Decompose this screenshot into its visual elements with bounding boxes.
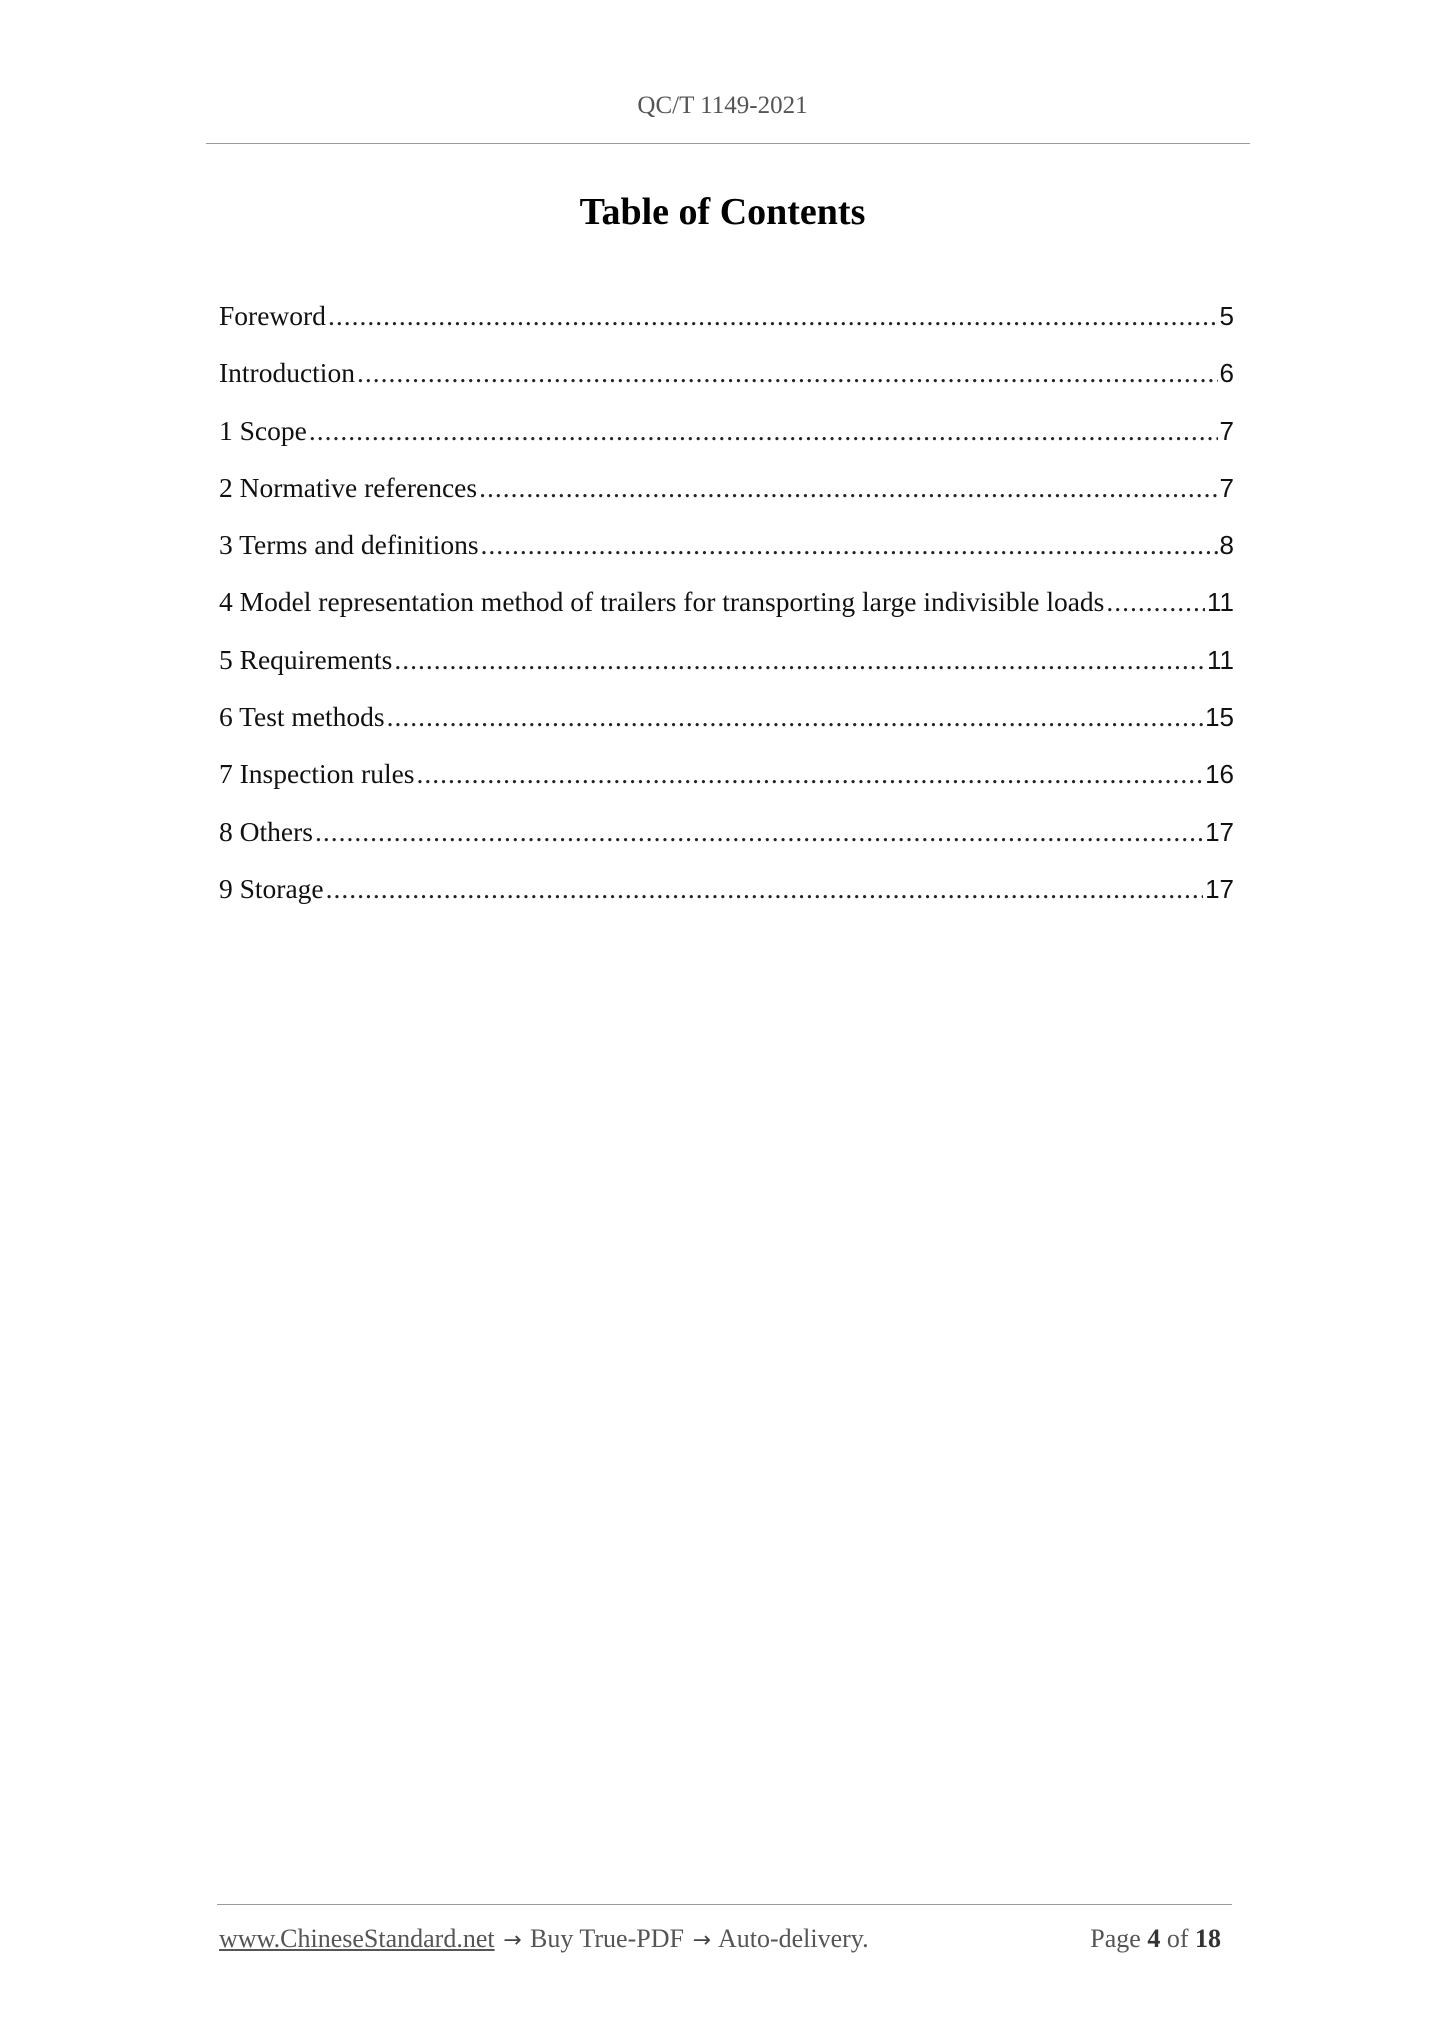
page-word: Page [1090, 1924, 1141, 1953]
toc-entry-label: Introduction [219, 357, 355, 389]
dot-leader [481, 529, 1218, 561]
toc-entry-foreword[interactable] [219, 300, 1234, 357]
dot-leader [326, 873, 1203, 905]
toc-entry-page: 7 [1219, 472, 1234, 503]
dot-leader [479, 472, 1217, 504]
current-page-number: 4 [1147, 1924, 1161, 1953]
of-word: of [1166, 1924, 1189, 1953]
dot-leader [357, 357, 1218, 389]
dot-leader [1106, 586, 1205, 618]
toc-entry-scope[interactable] [219, 415, 1234, 472]
toc-entry-page: 6 [1219, 358, 1234, 389]
toc-entry-introduction[interactable] [219, 357, 1234, 414]
site-link[interactable]: www.ChineseStandard.net [219, 1924, 495, 1953]
toc-entry-page: 17 [1205, 816, 1234, 847]
dot-leader [387, 701, 1203, 733]
footer-divider [217, 1904, 1232, 1905]
toc-list [219, 300, 1234, 930]
toc-entry-label: 4 Model representation method of trailers for transporting large indivisible loads [219, 586, 1105, 618]
page-indicator [1090, 1924, 1221, 1954]
toc-entry-label: Foreword [219, 300, 326, 331]
toc-entry-storage[interactable] [219, 873, 1234, 930]
toc-entry-page: 17 [1205, 873, 1234, 904]
toc-entry-page: 11 [1207, 587, 1234, 618]
toc-entry-label: 7 Inspection rules [219, 758, 415, 790]
toc-entry-page: 7 [1219, 415, 1234, 446]
toc-entry-page: 5 [1219, 301, 1234, 331]
toc-title: Table of Contents [579, 191, 866, 233]
footer-promo [219, 1924, 869, 1954]
buy-text: Buy True-PDF [530, 1924, 684, 1953]
toc-entry-page: 8 [1219, 530, 1234, 561]
toc-entry-inspection-rules[interactable] [219, 758, 1234, 815]
toc-entry-label: 2 Normative references [219, 471, 478, 503]
arrow-right-icon: → [692, 1928, 711, 1953]
total-pages-number: 18 [1195, 1924, 1221, 1953]
header-divider [206, 143, 1250, 144]
toc-entry-label: 6 Test methods [219, 701, 385, 733]
dot-leader [417, 758, 1204, 790]
arrow-right-icon: → [503, 1928, 522, 1953]
toc-entry-page: 15 [1205, 702, 1234, 733]
toc-entry-terms-and-definitions[interactable] [219, 529, 1234, 586]
toc-entry-label: 3 Terms and definitions [219, 529, 479, 561]
toc-entry-label: 5 Requirements [219, 643, 393, 675]
dot-leader [315, 816, 1203, 848]
toc-entry-requirements[interactable] [219, 644, 1234, 701]
toc-entry-normative-references[interactable] [219, 472, 1234, 529]
dot-leader [394, 644, 1205, 676]
delivery-text: Auto-delivery. [717, 1924, 869, 1953]
toc-entry-page: 16 [1205, 759, 1234, 790]
toc-entry-test-methods[interactable] [219, 701, 1234, 758]
dot-leader [309, 415, 1218, 447]
toc-entry-others[interactable] [219, 816, 1234, 873]
toc-entry-label: 8 Others [219, 815, 313, 847]
toc-entry-page: 11 [1207, 644, 1234, 675]
toc-entry-model-representation[interactable] [219, 586, 1234, 643]
dot-leader [328, 300, 1218, 332]
toc-entry-label: 9 Storage [219, 872, 324, 904]
document-code-header: QC/T 1149-2021 [637, 92, 808, 119]
toc-entry-label: 1 Scope [219, 414, 307, 446]
